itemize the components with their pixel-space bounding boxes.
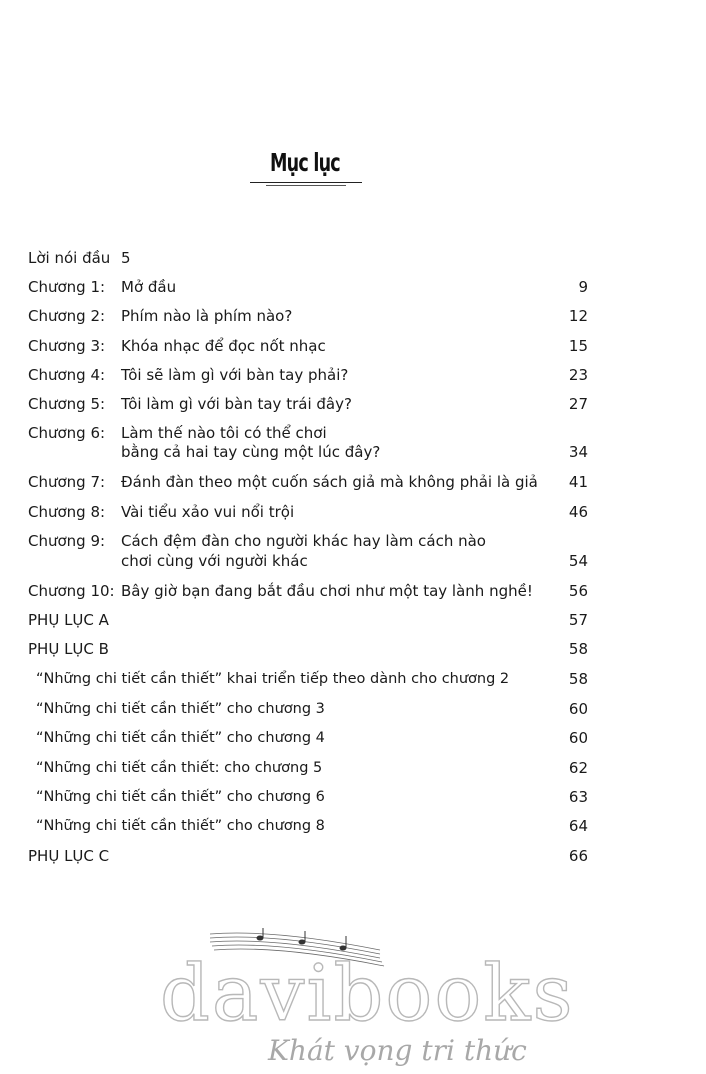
subentry-page: 60: [568, 700, 588, 718]
chapter-page: 9: [578, 278, 588, 296]
chapter-page: 23: [568, 366, 588, 384]
subentry-page: 62: [568, 759, 588, 777]
chapter-title-cont: chơi cùng với người khác: [121, 552, 308, 570]
subentry-title: “Những chi tiết cần thiết” cho chương 4: [36, 730, 325, 746]
chapter-page: 46: [568, 503, 588, 521]
chapter-label: Chương 10:: [28, 582, 115, 600]
subentry-page: 64: [568, 817, 588, 835]
watermark: [150, 920, 570, 1070]
title-underline: [250, 182, 362, 183]
appendix-title: PHỤ LỤC C: [28, 847, 110, 865]
chapter-title: Làm thế nào tôi có thể chơi: [121, 424, 327, 442]
chapter-page: 54: [568, 552, 588, 570]
chapter-title-cont: bằng cả hai tay cùng một lúc đây?: [121, 443, 381, 461]
watermark-slogan: Khát vọng tri thức: [268, 1034, 527, 1067]
chapter-title: Mở đầu: [121, 278, 177, 296]
chapter-label: Chương 8:: [28, 503, 106, 521]
subentry-title: “Những chi tiết cần thiết” cho chương 6: [36, 789, 325, 805]
watermark-svg: [150, 920, 570, 1070]
chapter-page: 15: [568, 337, 588, 355]
chapter-label: Chương 6:: [28, 424, 106, 442]
subentry-title: “Những chi tiết cần thiết” cho chương 8: [36, 818, 325, 834]
chapter-label: Chương 2:: [28, 307, 106, 325]
chapter-title: Tôi làm gì với bàn tay trái đây?: [121, 395, 352, 413]
subentry-page: 58: [568, 670, 588, 688]
chapter-page: 56: [568, 582, 588, 600]
chapter-title: Cách đệm đàn cho người khác hay làm cách nào: [121, 532, 486, 550]
chapter-label: Chương 9:: [28, 532, 106, 550]
chapter-title: Phím nào là phím nào?: [121, 307, 293, 325]
appendix-page: 66: [568, 847, 588, 865]
appendix-page: 57: [568, 611, 588, 629]
page-title: Mục lục: [270, 148, 340, 177]
appendix-title: PHỤ LỤC A: [28, 611, 109, 629]
title-underline-secondary: [266, 185, 346, 186]
preface-page: 5: [121, 249, 131, 267]
chapter-page: 27: [568, 395, 588, 413]
chapter-title: Vài tiểu xảo vui nổi trội: [121, 503, 295, 521]
toc-heading: [250, 148, 362, 188]
chapter-page: 41: [568, 473, 588, 491]
chapter-title: Tôi sẽ làm gì với bàn tay phải?: [121, 366, 349, 384]
appendix-title: PHỤ LỤC B: [28, 640, 109, 658]
chapter-page: 34: [568, 443, 588, 461]
chapter-title: Bây giờ bạn đang bắt đầu chơi như một tay lành nghề!: [121, 582, 533, 600]
chapter-title: Đánh đàn theo một cuốn sách giả mà không phải là giả: [121, 473, 538, 491]
music-note-icon: [257, 928, 346, 950]
chapter-page: 12: [568, 307, 588, 325]
chapter-label: Chương 1:: [28, 278, 106, 296]
subentry-page: 60: [568, 729, 588, 747]
chapter-label: Chương 3:: [28, 337, 106, 355]
watermark-brand: davibooks: [160, 949, 570, 1039]
preface-label: Lời nói đầu: [28, 249, 111, 267]
appendix-page: 58: [568, 640, 588, 658]
subentry-title: “Những chi tiết cần thiết” cho chương 3: [36, 701, 325, 717]
subentry-title: “Những chi tiết cần thiết: cho chương 5: [36, 760, 323, 776]
subentry-title: “Những chi tiết cần thiết” khai triển tiếp theo dành cho chương 2: [36, 671, 510, 687]
chapter-label: Chương 5:: [28, 395, 106, 413]
chapter-title: Khóa nhạc để đọc nốt nhạc: [121, 337, 326, 355]
chapter-label: Chương 4:: [28, 366, 106, 384]
subentry-page: 63: [568, 788, 588, 806]
chapter-label: Chương 7:: [28, 473, 106, 491]
